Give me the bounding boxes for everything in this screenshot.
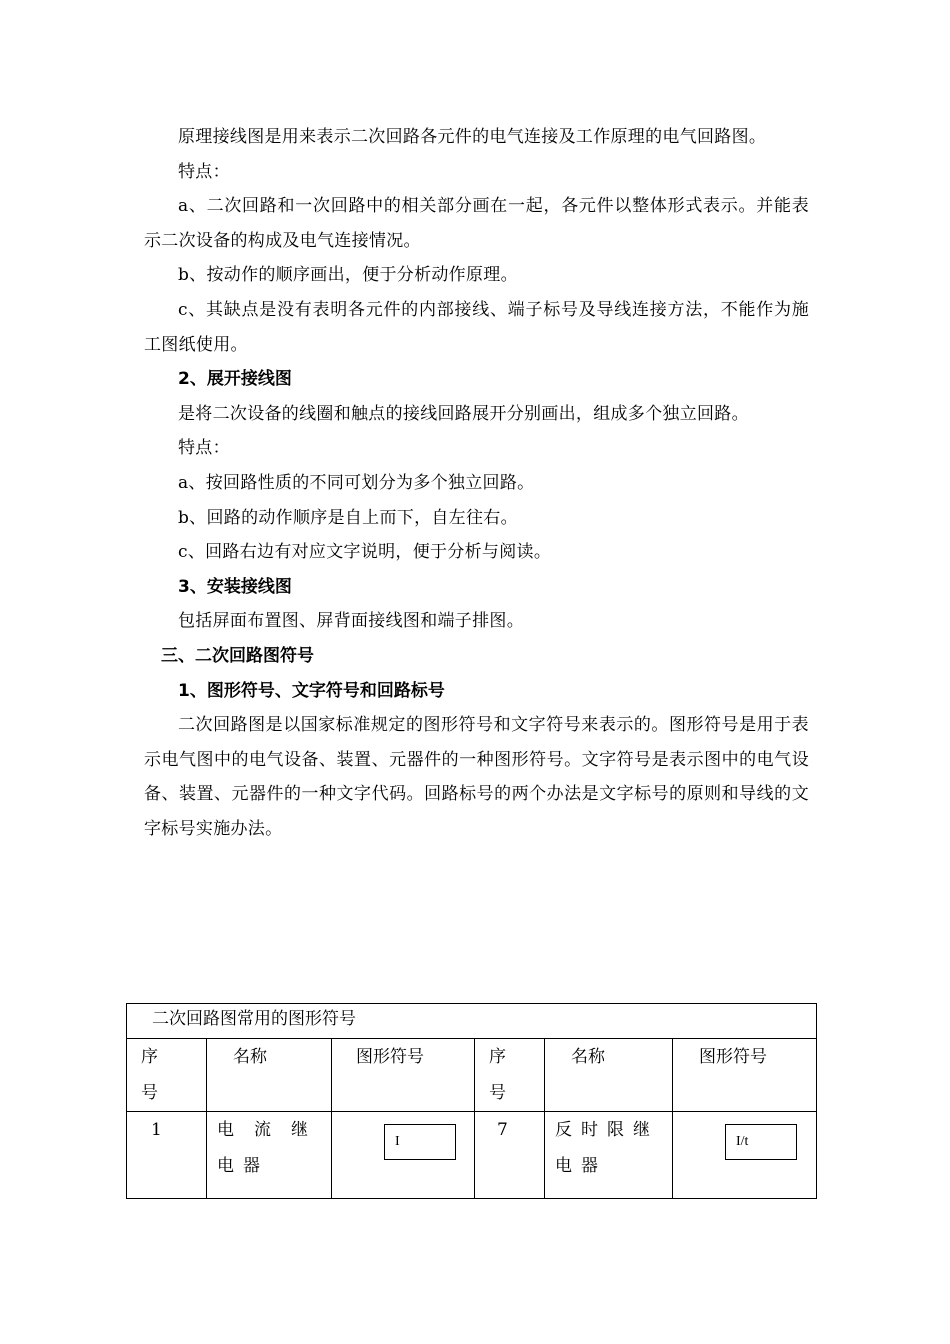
heading-expanded-diagram: 2、展开接线图 — [178, 369, 292, 390]
current-relay-symbol-icon: I — [384, 1124, 456, 1160]
table-row — [127, 1112, 817, 1199]
inverse-time-relay-symbol-icon: I/t — [725, 1124, 797, 1160]
cell-name-right: 反时限继电器 — [545, 1112, 673, 1199]
symbols-table-wrapper — [126, 1003, 816, 1199]
paragraph-symbols-description: 二次回路图是以国家标准规定的图形符号和文字符号来表示的。图形符号是用于表示电气图中的电气设备、装置、元器件的一种图形符号。文字符号是表示图中的电气设备、装置、元器件的一种文字代码。回路标号的两个办法是文字标号的原则和导线的文字标号实施办法。 — [144, 715, 809, 839]
paragraph-feature-b: b、按动作的顺序画出，便于分析动作原理。 — [178, 265, 518, 286]
paragraph-feature-a: a、二次回路和一次回路中的相关部分画在一起，各元件以整体形式表示。并能表示二次设备的构成及电气连接情况。 — [144, 196, 809, 251]
paragraph-installation-diagram: 包括屏面布置图、屏背面接线图和端子排图。 — [178, 611, 524, 632]
cell-no-right: 7 — [475, 1112, 545, 1199]
cell-name-left: 电流继电器 — [207, 1112, 332, 1199]
heading-installation-diagram: 3、安装接线图 — [178, 576, 292, 597]
header-symbol-left: 图形符号 — [332, 1039, 475, 1112]
paragraph-expanded-diagram: 是将二次设备的线圈和触点的接线回路展开分别画出，组成多个独立回路。 — [178, 403, 749, 424]
header-symbol-right: 图形符号 — [673, 1039, 817, 1112]
paragraph-features-label-2: 特点： — [178, 438, 230, 459]
table-caption-row — [127, 1004, 817, 1039]
cell-no-left: 1 — [127, 1112, 207, 1199]
cell-symbol-right — [673, 1112, 817, 1199]
table-header-row — [127, 1039, 817, 1112]
header-no-right: 序号 — [475, 1039, 545, 1112]
paragraph-feature-c: c、其缺点是没有表明各元件的内部接线、端子标号及导线连接方法，不能作为施工图纸使用。 — [144, 299, 809, 355]
header-name-right: 名称 — [545, 1039, 673, 1112]
paragraph-feature-a-2: a、按回路性质的不同可划分为多个独立回路。 — [178, 472, 535, 493]
paragraph-principle-diagram: 原理接线图是用来表示二次回路各元件的电气连接及工作原理的电气回路图。 — [178, 127, 767, 147]
cell-symbol-left — [332, 1112, 475, 1199]
symbols-table — [126, 1003, 817, 1199]
heading-section-three: 三、二次回路图符号 — [161, 645, 314, 666]
header-name-left: 名称 — [207, 1039, 332, 1112]
table-caption: 二次回路图常用的图形符号 — [127, 1004, 817, 1039]
paragraph-features-label: 特点： — [178, 161, 230, 182]
paragraph-feature-b-2: b、回路的动作顺序是自上而下，自左往右。 — [178, 507, 518, 528]
paragraph-feature-c-2: c、回路右边有对应文字说明，便于分析与阅读。 — [178, 542, 552, 563]
heading-symbols-subsection: 1、图形符号、文字符号和回路标号 — [178, 680, 445, 701]
body-text — [144, 120, 809, 846]
header-no-left: 序号 — [127, 1039, 207, 1112]
